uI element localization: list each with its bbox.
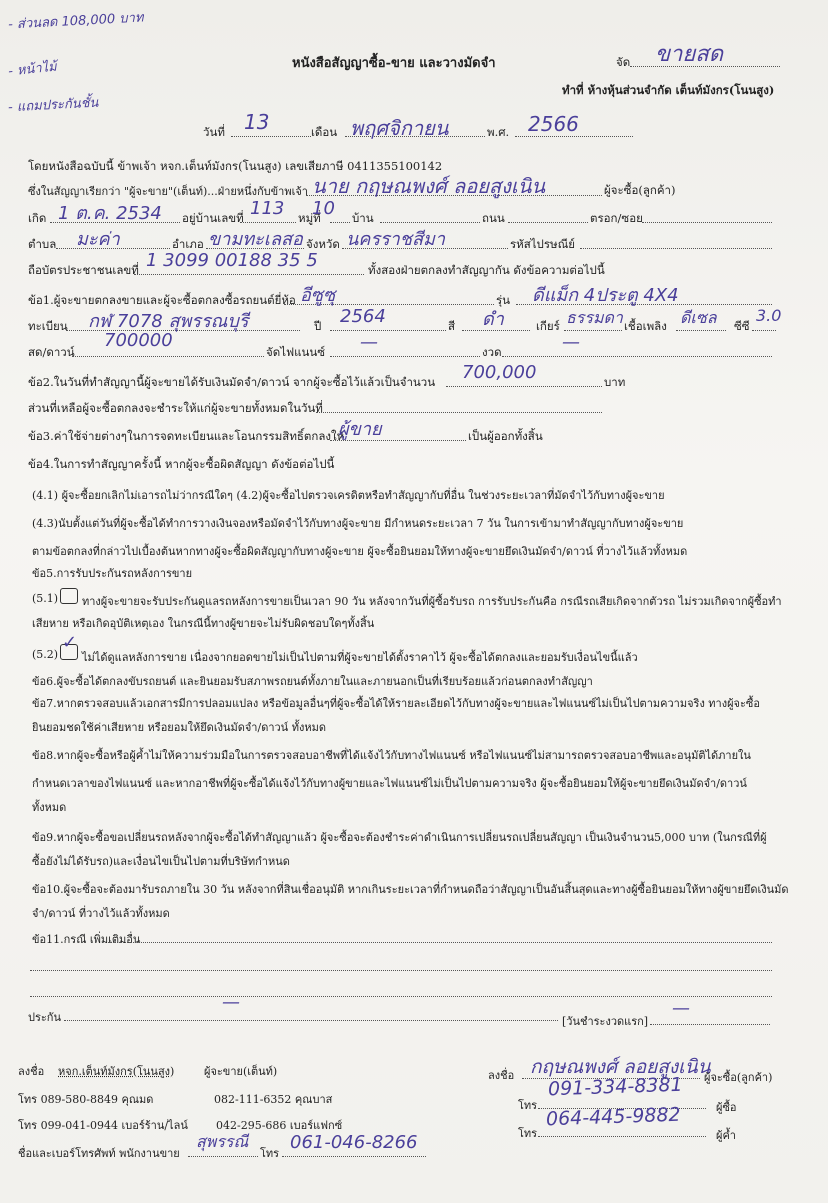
year-label: ปี [314,319,322,333]
party-seller-text: ซึ่งในสัญญาเรียกว่า "ผู้จะขาย"(เต็นท์)...ฝ่ายหนึ่งกับข้าพเจ้า [28,185,308,198]
birth-label: เกิด [28,211,47,225]
document-title: หนังสือสัญญาซื้อ-ขาย และวางมัดจำ [292,56,496,71]
installment-label: งวด [482,345,502,359]
finance-label: จัดไฟแนนซ์ [266,345,326,359]
month-value: พฤศจิกายน [350,116,449,140]
staff-label: ชื่อและเบอร์โทรศัพท์ พนักงานขาย [18,1147,180,1160]
id-label: ถือบัตรประชาชนเลขที่ [28,263,139,277]
clause51b-text: เสียหาย หรือเกิดอุบัติเหตุเอง ในกรณีนี้ทางผู้ขายจะไม่รับผิดชอบใดๆทั้งสิ้น [32,617,375,630]
seller-role: ผู้จะขาย(เต็นท์) [204,1065,278,1078]
tambon-label: ตำบล [28,237,57,251]
model-label: รุ่น [496,293,511,307]
color-value: ดำ [482,309,504,330]
fuel-label: เชื้อเพลิง [624,319,667,333]
id-value: 1 3099 00188 35 5 [146,250,318,271]
staff-name: สุพรรณี [196,1132,249,1151]
cc-value: 3.0 [756,306,782,325]
clause10a-text: ข้อ10.ผู้จะซื้อจะต้องมารับรถภายใน 30 วัน หลังจากที่สินเชื่ออนุมัติ หากเกินระยะเวลาที่กำหนดถือว่าสัญญาเป็นอันสิ้นสุดและทางผู้ซื้อยินยอมให้ทางผู้ขายยึดเงินมัด [32,883,789,896]
clause51a-text: ทางผู้จะขายจะรับประกันดูแลรถหลังการขายเป็นเวลา 90 วัน หลังจากวันที่ผู้ซื้อรับรถ การรับประกันคือ กรณีรถเสียเกิดจากตัวรถ ไม่รวมเกิดจากผู้ซื้อทำ [82,595,782,608]
finance-value: — [360,332,378,353]
birth-value: 1 ต.ค. 2534 [58,203,162,224]
first-installment-label: [วันชำระงวดแรก] [562,1015,649,1028]
moo-label: หมู่ที่ [298,211,321,225]
seller-phone-1: โทร 089-580-8849 คุณมด [18,1093,154,1106]
clause8a-text: ข้อ8.หากผู้จะซื้อหรือผู้ค้ำไม่ให้ความร่วมมือในการตรวจสอบอาชีพที่ได้แจ้งไว้กับทางไฟแนนซ์ หรือไฟแนนซ์ไม่สามารถตรวจสอบอาชีพและอนุมัติได้ภายใน [32,749,751,762]
clause8b-text: กำหนดเวลาของไฟแนนซ์ และหากอาชีพที่ผู้จะซื้อได้แจ้งไว้กับทางผู้ขายและไฟแนนซ์ไม่เป็นไปตามความจริง ผู้จะซื้อยินยอมให้ผู้จะขายยึดเงินมัดจำ/ดาวน์ [32,777,747,790]
reg-label: ทะเบียน [28,319,68,333]
year-value: 2566 [528,112,579,136]
amphoe-label: อำเภอ [172,237,204,251]
check-mark-icon: ✓ [62,632,78,653]
clause5-text: ข้อ5.การรับประกันรถหลังการขาย [32,567,193,580]
buyer-role: ผู้จะซื้อ(ลูกค้า) [704,1071,773,1084]
amphoe-value: ขามทะเลสอ [208,229,303,250]
buyer-name: นาย กฤษณพงศ์ ลอยสูงเนิน [312,174,546,198]
house-value: 113 [250,198,285,219]
month-label: เดือน [311,125,338,139]
soi-label: ตรอก/ซอย [590,211,643,225]
clause2b-text: ส่วนที่เหลือผู้จะซื้อตกลงจะชำระให้แก่ผู้จะขายทั้งหมดในวันที่ [28,401,323,415]
guarantor-tel: 064-445-9882 [545,1103,681,1131]
year-label: พ.ศ. [487,125,510,139]
clause3-suffix: เป็นผู้ออกทั้งสิ้น [468,429,543,443]
clause7a-text: ข้อ7.หากตรวจสอบแล้วเอกสารมีการปลอมแปลง หรือข้อมูลอื่นๆที่ผู้จะซื้อได้ให้รายละเอียดไว้กับทางผู้จะขายและไฟแนนซ์ไม่เป็นไปตามความจริง ทางผู้จะซื้อ [32,697,760,710]
buyer-role-label: ผู้จะซื้อ(ลูกค้า) [604,183,676,197]
house-label: อยู่บ้านเลขที่ [182,211,244,225]
buyer-tel: 091-334-8381 [547,1073,683,1101]
seller-phone-3: โทร 099-041-0944 เบอร์ร้าน/ไลน์ [18,1119,188,1132]
clause9a-text: ข้อ9.หากผู้จะซื้อขอเปลี่ยนรถหลังจากผู้จะซื้อได้ทำสัญญาแล้ว ผู้จะซื้อจะต้องชำระค่าดำเนินการเปลี่ยนรถเปลี่ยนสัญญา เป็นเงินจำนวน5,000 บาท (ในกรณีที่ผู้ [32,831,767,844]
clause2-text: ข้อ2.ในวันที่ทำสัญญานี้ผู้จะขายได้รับเงินมัดจำ/ดาวน์ จากผู้จะซื้อไว้แล้วเป็นจำนวน [28,375,436,389]
zip-label: รหัสไปรษณีย์ [510,237,576,251]
province-value: นครราชสีมา [346,229,445,250]
guarantee-label: ประกัน [28,1011,61,1024]
clause52-text: ไม่ได้ดูแลหลังการขาย เนื่องจากยอดขายไม่เป็นไปตามที่ผู้จะขายได้ตั้งราคาไว้ ผู้จะซื้อได้ตกลงและยอมรับเงื่อนไขนี้แล้ว [82,651,638,664]
agreement-intro: ทั้งสองฝ่ายตกลงทำสัญญากัน ดังข้อความต่อไปนี้ [368,263,605,277]
guarantor-tel-role: ผู้ค้ำ [716,1129,736,1142]
seller-phone-2: 082-111-6352 คุณบาส [214,1093,333,1106]
seller-sign-label: ลงชื่อ [18,1065,45,1078]
province-label: จังหวัด [306,237,340,251]
clause43b-text: ตามข้อตกลงที่กล่าวไปเบื้องต้นหากทางผู้จะซื้อผิดสัญญากับทางผู้จะขาย ผู้จะซื้อยินยอมให้ทางผู้จะขายยึดเงินมัดจำ/ดาวน์ ที่วางไว้แล้วทั้งหมด [32,545,688,558]
year-value: 2564 [340,306,386,327]
clause10b-text: จำ/ดาวน์ ที่วางไว้แล้วทั้งหมด [32,907,170,920]
clause43a-text: (4.3)นับตั้งแต่วันที่ผู้จะซื้อได้ทำการวางเงินจองหรือมัดจำไว้กับทางผู้จะขาย มีกำหนดระยะเวลา 7 วัน ในการเข้ามาทำสัญญากับทางผู้จะขาย [32,517,684,530]
day-label: วันที่ [203,125,225,139]
tambon-value: มะค่า [76,229,120,250]
sale-type-value: ขายสด [655,42,723,67]
contract-place: ทำที่ ห้างหุ้นส่วนจำกัด เต็นท์มังกร(โนนสูง) [562,83,775,97]
clause7b-text: ยินยอมชดใช้ค่าเสียหาย หรือยอมให้ยึดเงินมัดจำ/ดาวน์ ทั้งหมด [32,721,326,734]
road-label: ถนน [482,211,505,225]
clause51-checkbox[interactable] [60,588,78,604]
installment-value: — [562,332,580,353]
first-installment-value: — [672,998,690,1019]
buyer-tel-label: โทร [518,1099,538,1112]
clause11-text: ข้อ11.กรณี เพิ่มเติมอื่น [32,933,141,946]
color-label: สี [448,319,456,333]
deposit-value: 700,000 [462,362,537,383]
seller-phone-4: 042-295-686 เบอร์แฟกซ์ [216,1119,343,1132]
guarantor-tel-label: โทร [518,1127,538,1140]
clause4-text: ข้อ4.ในการทำสัญญาครั้งนี้ หากผู้จะซื้อผิดสัญญา ดังข้อต่อไปนี้ [28,457,335,471]
gear-value: ธรรมดา [566,308,623,327]
brand-value: อีซูซุ [300,285,336,306]
price-value: 700000 [104,330,173,351]
sale-type-label: จัด [616,55,631,69]
buyer-tel-role: ผู้ซื้อ [716,1101,737,1114]
buyer-signature: กฤษณพงศ์ ลอยสูงเนิน [530,1056,711,1078]
clause6-text: ข้อ6.ผู้จะซื้อได้ตกลงขับรถยนต์ และยินยอมรับสภาพรถยนต์ทั้งภายในและภายนอกเป็นที่เรียบร้อยแล้วก่อนตกลงทำสัญญา [32,675,593,688]
clause8c-text: ทั้งหมด [32,801,67,814]
village-label: บ้าน [352,211,374,225]
model-value: ดีแม็ก 4ประตู 4X4 [532,285,679,306]
margin-note: - ส่วนลด 108,000 บาท [7,10,144,33]
moo-value: 10 [312,198,335,219]
staff-tel-label: โทร [260,1147,280,1160]
price-label: สด/ดาวน์ [28,345,75,359]
clause3-party: ผู้ขาย [338,419,382,440]
reg-value: กฬ 7078 สุพรรณบุรี [88,311,249,332]
clause3-text: ข้อ3.ค่าใช้จ่ายต่างๆในการจดทะเบียนและโอนกรรมสิทธิ์ตกลงให้ [28,429,345,443]
clause52-num: (5.2) [32,648,59,661]
cc-label: ซีซี [734,319,750,333]
clause41-text: (4.1) ผู้จะซื้อยกเลิกไม่เอารถไม่ว่ากรณีใดๆ (4.2)ผู้จะซื้อไปตรวจเครดิตหรือทำสัญญากับที่อื่น ในช่วงระยะเวลาที่มัดจำไว้กับทางผู้จะขาย [32,489,665,502]
staff-tel: 061-046-8266 [290,1132,418,1153]
guarantee-value: — [222,992,240,1013]
party-intro: โดยหนังสือฉบับนี้ ข้าพเจ้า หจก.เต็นท์มังกร(โนนสูง) เลขเสียภาษี 0411355100142 [28,159,443,173]
baht-label: บาท [604,375,626,389]
clause9b-text: ซื้อยังไม่ได้รับรถ)และเงื่อนไขเป็นไปตามที่บริษัทกำหนด [32,855,290,868]
margin-note: - แถมประกันชั้น [7,95,99,116]
clause1-text: ข้อ1.ผู้จะขายตกลงขายและผู้จะซื้อตกลงซื้อรถยนต์ยี่ห้อ [28,293,296,307]
day-value: 13 [244,110,270,134]
clause51-num: (5.1) [32,592,59,605]
margin-note: - หน้าไม้ [7,59,58,80]
seller-name: หจก.เต็นท์มังกร(โนนสูง) [58,1065,175,1078]
buyer-sign-label: ลงชื่อ [488,1069,515,1082]
fuel-value: ดีเซล [680,308,717,327]
gear-label: เกียร์ [536,319,560,333]
